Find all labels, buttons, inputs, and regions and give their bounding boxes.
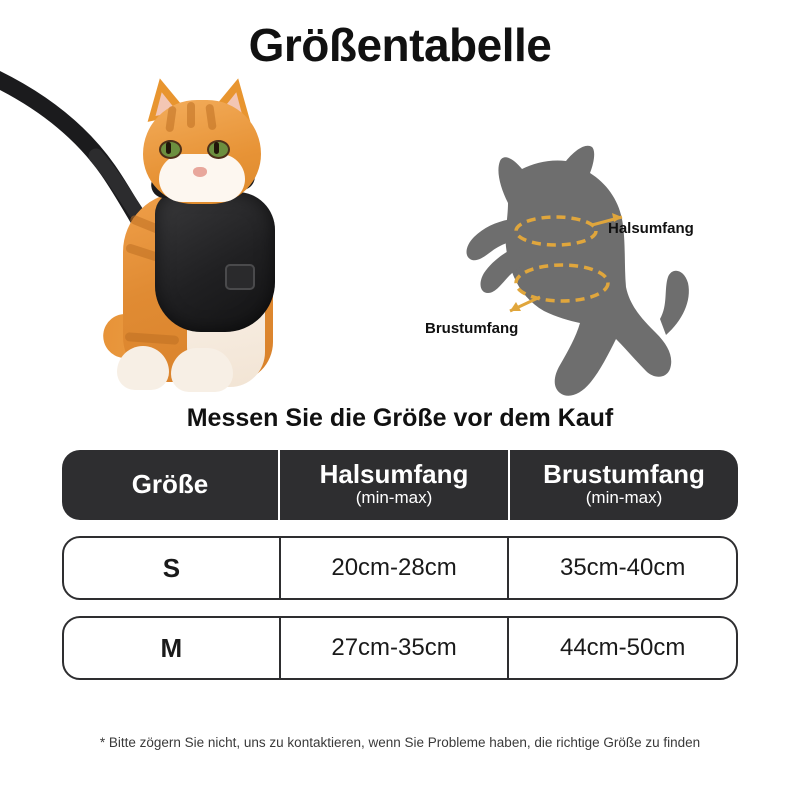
row-size: S (64, 538, 281, 598)
row-size: M (64, 618, 281, 678)
row-neck: 20cm-28cm (281, 538, 510, 598)
row-neck: 27cm-35cm (281, 618, 510, 678)
row-chest: 44cm-50cm (559, 634, 686, 661)
cat-muzzle (159, 154, 245, 202)
table-header-neck: Halsumfang (min-max) (280, 450, 510, 520)
page-title: Größentabelle (248, 19, 552, 71)
subtitle: Messen Sie die Größe vor dem Kauf (186, 404, 614, 432)
cat-leg (117, 346, 169, 390)
cat-nose (193, 167, 207, 177)
size-table (62, 450, 738, 696)
table-header-row (62, 450, 738, 520)
table-row (62, 536, 738, 600)
cat-stripe (187, 102, 195, 128)
cat-pupil-left (166, 142, 171, 154)
table-header-size: Größe (62, 450, 280, 520)
harness-buckle (225, 264, 255, 290)
measurement-diagram (425, 125, 770, 415)
harness-vest (155, 192, 275, 332)
cat-silhouette-icon (430, 125, 770, 415)
cat-photo (95, 72, 345, 392)
cat-pupil-right (214, 142, 219, 154)
table-header-chest: Brustumfang (min-max) (543, 459, 705, 508)
footnote: * Bitte zögern Sie nicht, uns zu kontaktieren, wenn Sie Probleme haben, die richtige Größe zu finden (99, 735, 701, 750)
neck-measure-label: Halsumfang (608, 220, 694, 237)
hero-illustration (0, 70, 800, 400)
chest-measure-label: Brustumfang (425, 320, 519, 337)
table-row (62, 616, 738, 680)
cat-leg (171, 348, 233, 392)
row-chest: 35cm-40cm (559, 554, 686, 581)
